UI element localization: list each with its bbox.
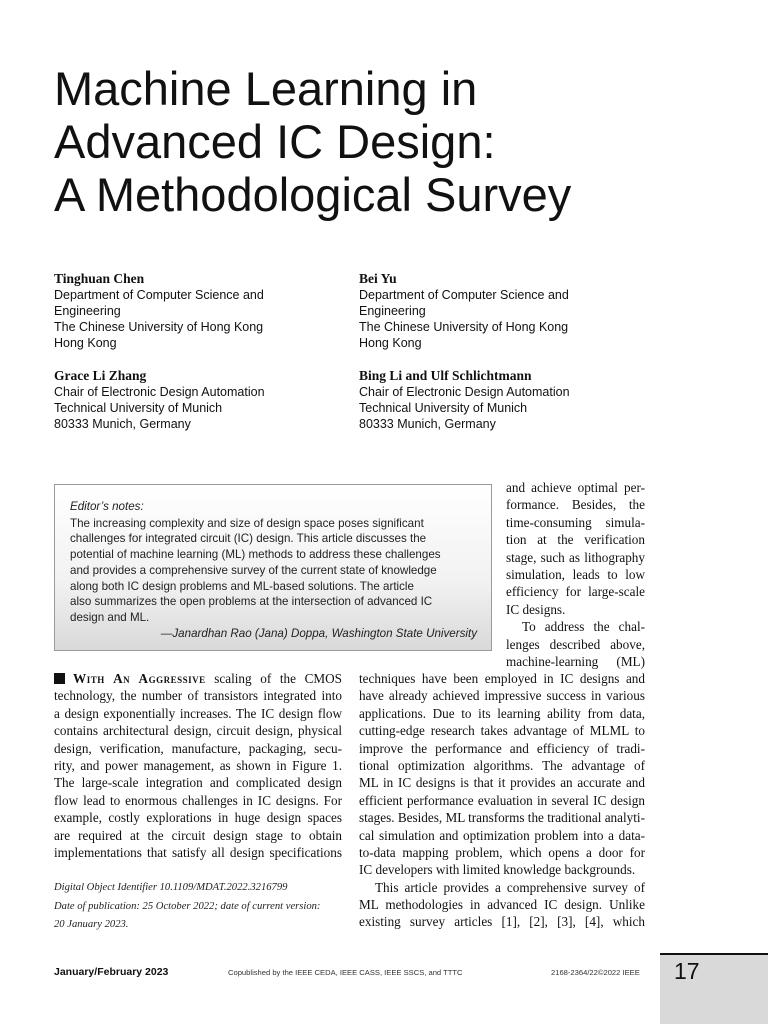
affiliation-line: Engineering [54, 304, 121, 318]
author-block [54, 367, 344, 432]
body-line: efficient performance evaluation in several IC design [359, 792, 645, 808]
body-line: have already achieved impressive success in various [359, 688, 645, 704]
page-number: 17 [674, 958, 700, 984]
article-metadata [54, 879, 344, 935]
editor-notes-line: also summarizes the open problems at the intersection of advanced IC [70, 595, 433, 609]
affiliation-line: 80333 Munich, Germany [54, 417, 191, 431]
author-block [54, 270, 344, 351]
affiliation-line: 80333 Munich, Germany [359, 417, 496, 431]
body-line: techniques have been employed in IC designs and [359, 671, 645, 686]
publication-date-line: 20 January 2023. [54, 919, 129, 930]
affiliation-line: Engineering [359, 304, 426, 318]
affiliation-line: Hong Kong [359, 336, 422, 350]
body-line: improve the performance and efficiency of tradi- [359, 740, 645, 756]
title-line: Advanced IC Design: [54, 115, 496, 168]
body-line: technology, the number of transistors integrated into [54, 688, 342, 704]
body-line: contains architectural design, circuit design, physical [54, 723, 342, 739]
editor-notes-body [70, 516, 477, 626]
author-name: Bei Yu [359, 271, 397, 286]
author-affiliation [54, 384, 344, 432]
lead-in-text: With An Aggressive [73, 671, 206, 686]
body-line: IC designs. [506, 601, 566, 617]
editor-notes-heading: Editor’s notes: [70, 500, 144, 513]
editor-notes-line: along both IC design problems and ML-based solutions. The article [70, 579, 414, 593]
title-line: Machine Learning in [54, 62, 478, 115]
affiliation-line: Chair of Electronic Design Automation [54, 385, 265, 399]
editor-signature: —Janardhan Rao (Jana) Doppa, Washington State University [160, 626, 477, 640]
affiliation-line: The Chinese University of Hong Kong [359, 320, 569, 334]
body-line: applications. Due to its learning ability from data, [359, 705, 645, 721]
body-line: machine-learning (ML) [506, 653, 645, 669]
body-line: ML methodologies in advanced IC design. Unlike [359, 897, 645, 913]
body-line: tion at the verification [506, 532, 645, 548]
affiliation-line: Chair of Electronic Design Automation [359, 385, 570, 399]
body-line: To address the chal- [522, 619, 645, 635]
author-name: Bing Li and Ulf Schlichtmann [359, 368, 532, 383]
affiliation-line: The Chinese University of Hong Kong [54, 320, 264, 334]
doi-line: Digital Object Identifier 10.1109/MDAT.2022.3216799 [54, 882, 288, 893]
body-line: This article provides a comprehensive survey of [375, 879, 645, 895]
author-block [359, 367, 649, 432]
body-line: The large-scale integration and complicated design [54, 775, 342, 791]
black-square-icon [54, 673, 65, 684]
body-text-right [359, 670, 645, 931]
body-line: design, verification, manufacture, packaging, secu- [54, 740, 342, 756]
body-line: example, costly explorations in huge design spaces [54, 810, 342, 826]
body-line-rest: scaling of the CMOS [205, 671, 342, 686]
editor-notes-line: design and ML. [70, 610, 150, 624]
author-affiliation [359, 287, 649, 351]
editor-notes-line: and provides a comprehensive survey of the current state of knowledge [70, 563, 437, 577]
body-text-left [54, 670, 342, 861]
affiliation-line: Department of Computer Science and [54, 288, 264, 302]
body-line: formance. Besides, the [506, 497, 645, 513]
body-line: tional optimization algorithms. The advantage of [359, 757, 645, 773]
article-title [54, 62, 714, 221]
author-affiliation [54, 287, 344, 351]
body-line: cutting-edge research takes advantage of MLML to [359, 723, 645, 739]
body-line: a design exponentially increases. The IC design flow [54, 705, 342, 721]
body-line: stage, such as lithography [506, 549, 645, 565]
author-name: Tinghuan Chen [54, 271, 145, 286]
affiliation-line: Technical University of Munich [54, 401, 223, 415]
editor-notes-line: The increasing complexity and size of design space poses significant [70, 516, 424, 530]
body-line: to-data mapping problem, which opens a door for [359, 844, 645, 860]
body-line: lenges described above, [506, 636, 645, 652]
body-line: IC developers with limited knowledge backgrounds. [359, 862, 636, 878]
publication-date-line: Date of publication: 25 October 2022; date of current version: [54, 900, 321, 912]
body-line: are required at the circuit design stage to obtain [54, 827, 342, 843]
author-block [359, 270, 649, 351]
body-line: flow lead to enormous challenges in IC designs. For [54, 792, 342, 808]
title-line: A Methodological Survey [54, 168, 572, 221]
affiliation-line: Department of Computer Science and [359, 288, 569, 302]
body-line: existing survey articles [1], [2], [3], [4], which [359, 914, 645, 930]
editor-notes-line: potential of machine learning (ML) methods to address these challenges [70, 548, 441, 562]
footer-issue: January/February 2023 [54, 966, 169, 978]
body-line: implementations that satisfy all design specifications [54, 844, 342, 860]
body-line: stages. Besides, ML transforms the traditional analyti- [359, 810, 645, 826]
body-line: and achieve optimal per- [506, 480, 645, 495]
footer-issn: 2168-2364/22©2022 IEEE [551, 968, 640, 977]
body-line: time-consuming simula- [506, 514, 645, 530]
author-affiliation [359, 384, 649, 432]
body-line: ML in IC designs is that it provides an accurate and [359, 775, 645, 791]
body-first-line [54, 670, 342, 687]
editor-notes-line: challenges for integrated circuit (IC) design. This article discusses the [70, 532, 427, 546]
footer-copublished: Copublished by the IEEE CEDA, IEEE CASS, IEEE SSCS, and TTTC [228, 968, 463, 977]
body-text-right-top [506, 479, 645, 670]
body-line: efficiency for large-scale [506, 584, 645, 600]
body-line: simulation, leads to low [506, 566, 645, 582]
author-name: Grace Li Zhang [54, 368, 147, 383]
body-line: cal simulation and optimization problem into a data- [359, 827, 645, 843]
editor-notes-box [54, 484, 492, 651]
body-line: rity, and power management, as shown in Figure 1. [54, 757, 342, 773]
affiliation-line: Technical University of Munich [359, 401, 528, 415]
affiliation-line: Hong Kong [54, 336, 117, 350]
